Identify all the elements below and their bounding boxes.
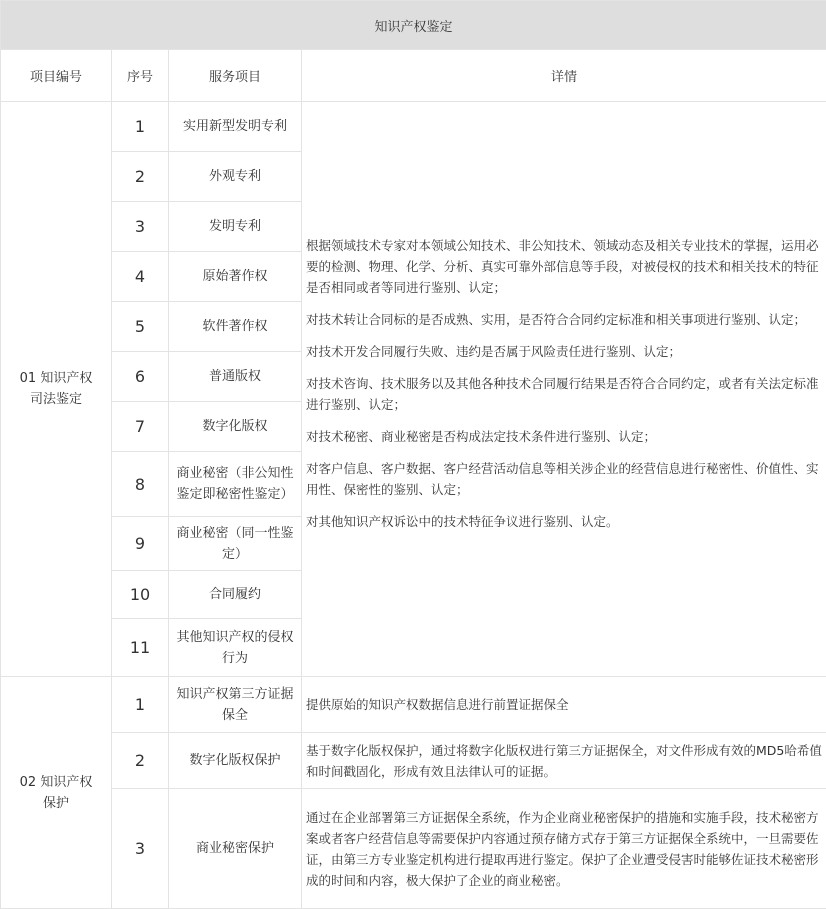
seq-cell: 3 [112, 202, 169, 252]
detail-cell: 提供原始的知识产权数据信息进行前置证据保全 [302, 677, 826, 733]
table-row [1, 733, 826, 789]
category-ip-protection [1, 677, 112, 909]
header-project-code: 项目编号 [1, 50, 112, 102]
service-cell: 商业秘密（同一性鉴定） [169, 517, 302, 571]
detail-paragraph: 根据领域技术专家对本领域公知技术、非公知技术、领域动态及相关专业技术的掌握，运用必要的检测、物理、化学、分析、真实可靠外部信息等手段，对被侵权的技术和相关技术的特征是否相同或者等同进行鉴别、认定； [306, 235, 822, 298]
service-cell: 合同履约 [169, 571, 302, 619]
service-cell: 发明专利 [169, 202, 302, 252]
seq-cell: 4 [112, 252, 169, 302]
header-detail: 详情 [302, 50, 826, 102]
service-cell: 外观专利 [169, 152, 302, 202]
service-cell: 数字化版权 [169, 402, 302, 452]
seq-cell: 1 [112, 102, 169, 152]
table-row [1, 789, 826, 909]
service-cell: 其他知识产权的侵权行为 [169, 619, 302, 677]
detail-cell: 基于数字化版权保护，通过将数字化版权进行第三方证据保全，对文件形成有效的MD5哈希值和时间戳固化，形成有效且法律认可的证据。 [302, 733, 826, 789]
detail-paragraph: 对技术转让合同标的是否成熟、实用，是否符合合同约定标准和相关事项进行鉴别、认定； [306, 309, 822, 330]
detail-cell: 通过在企业部署第三方证据保全系统，作为企业商业秘密保护的措施和实施手段，技术秘密方案或者客户经营信息等需要保护内容通过预存储方式存于第三方证据保全系统中，一旦需要佐证，由第三方专业鉴定机构进行提取再进行鉴定。保护了企业遭受侵害时能够佐证技术秘密形成的时间和内容，极大保护了企业的商业秘密。 [302, 789, 826, 909]
table-title: 知识产权鉴定 [1, 1, 826, 50]
detail-paragraph: 对技术咨询、技术服务以及其他各种技术合同履行结果是否符合合同约定，或者有关法定标准进行鉴别、认定； [306, 373, 822, 415]
service-cell: 商业秘密（非公知性鉴定即秘密性鉴定） [169, 452, 302, 517]
seq-cell: 10 [112, 571, 169, 619]
service-cell: 商业秘密保护 [169, 789, 302, 909]
header-seq: 序号 [112, 50, 169, 102]
service-cell: 实用新型发明专利 [169, 102, 302, 152]
seq-cell: 6 [112, 352, 169, 402]
service-cell: 原始著作权 [169, 252, 302, 302]
category-judicial-appraisal [1, 102, 112, 677]
seq-cell: 8 [112, 452, 169, 517]
seq-cell: 2 [112, 152, 169, 202]
service-cell: 普通版权 [169, 352, 302, 402]
detail-judicial-appraisal [302, 102, 826, 677]
header-service: 服务项目 [169, 50, 302, 102]
category-label: 02 知识产权 保护 [20, 775, 93, 811]
detail-paragraph: 对技术开发合同履行失败、违约是否属于风险责任进行鉴别、认定； [306, 341, 822, 362]
seq-cell: 3 [112, 789, 169, 909]
seq-cell: 5 [112, 302, 169, 352]
detail-paragraph: 对其他知识产权诉讼中的技术特征争议进行鉴别、认定。 [306, 511, 822, 532]
detail-paragraph: 对技术秘密、商业秘密是否构成法定技术条件进行鉴别、认定； [306, 426, 822, 447]
service-cell: 软件著作权 [169, 302, 302, 352]
table-row [1, 102, 826, 152]
detail-paragraph: 对客户信息、客户数据、客户经营活动信息等相关涉企业的经营信息进行秘密性、价值性、实用性、保密性的鉴别、认定； [306, 458, 822, 500]
service-cell: 知识产权第三方证据保全 [169, 677, 302, 733]
seq-cell: 7 [112, 402, 169, 452]
seq-cell: 2 [112, 733, 169, 789]
seq-cell: 1 [112, 677, 169, 733]
service-cell: 数字化版权保护 [169, 733, 302, 789]
seq-cell: 9 [112, 517, 169, 571]
seq-cell: 11 [112, 619, 169, 677]
table-row [1, 677, 826, 733]
category-label: 01 知识产权 司法鉴定 [20, 371, 93, 407]
